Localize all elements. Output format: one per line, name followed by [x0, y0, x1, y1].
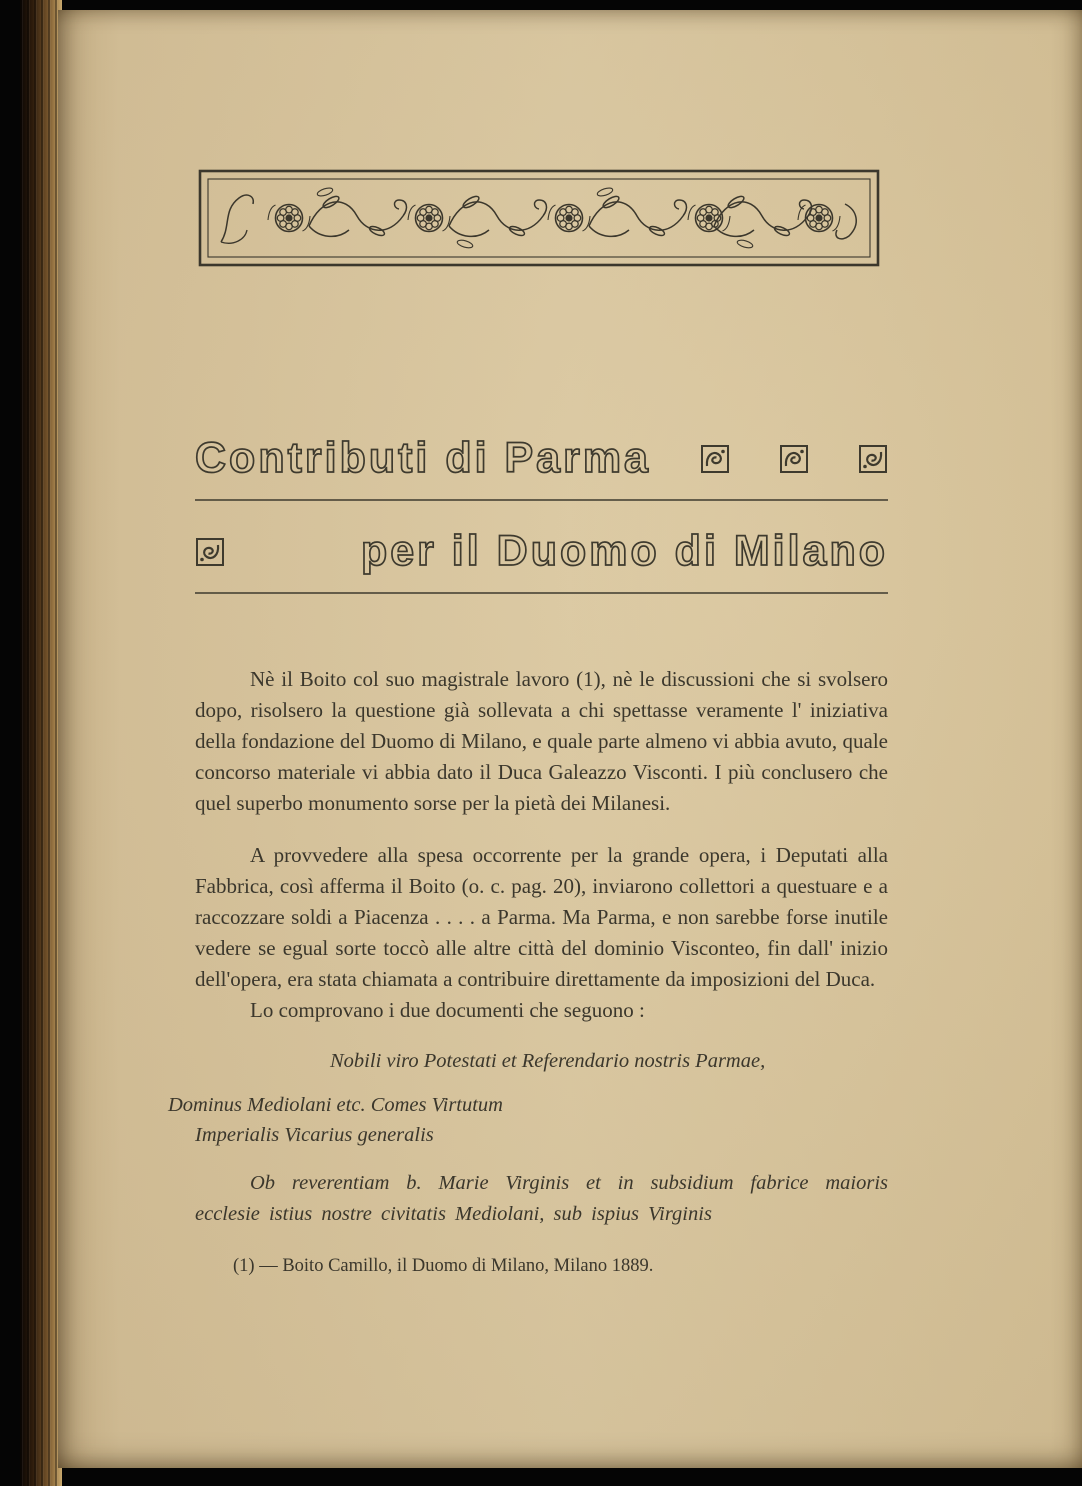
latin-passage: Ob reverentiam b. Marie Virginis et in subsidium fabrice maioris ecclesie istius nostre civitatis Mediolani, sub ispius Virginis [195, 1172, 888, 1225]
body-paragraph: A provvedere alla spesa occorrente per la grande opera, i Deputati alla Fabbrica, così afferma il Boito (o. c. pag. 20), inviarono collettori a questuare e a raccozzare soldi a Piacenza . . . . a Parma. Ma Parma, e non sarebbe forse inutile vedere se egual sorte toccò alle altre città del dominio Visconteo, fin dall' inizio dell'opera, era stata chiamata a contribuire direttamente da imposizioni del Duca. [195, 843, 888, 991]
square-knot-ornament-icon [779, 444, 809, 474]
body-paragraph: Nè il Boito col suo magistrale lavoro (1), nè le discussioni che si svolsero dopo, risolsero la questione già sollevata a chi spettasse veramente l' iniziativa della fondazione del Duomo di Milano, e quale parte almeno vi abbia avuto, quale concorso materiale vi abbia dato il Duca Galeazzo Visconti. I più conclusero che quel superbo monumento sorse per la pietà dei Milanesi. [195, 667, 888, 815]
title-line-1 [195, 434, 888, 501]
page-title-part-1: Contributi di Parma [195, 434, 651, 482]
square-knot-ornament-icon [700, 444, 730, 474]
page-content [58, 168, 1082, 1277]
body-paragraph: Lo comprovano i due documenti che seguono : [250, 998, 645, 1022]
footnote: (1) — Boito Camillo, il Duomo di Milano, Milano 1889. [233, 1256, 654, 1276]
floral-scroll-engraving-icon [197, 168, 881, 268]
latin-address-line: Nobili viro Potestati et Referendario nostris Parmae, [330, 1050, 766, 1072]
square-knot-ornament-icon [858, 444, 888, 474]
square-knot-ornament-icon [195, 537, 225, 567]
scanned-page [58, 10, 1082, 1468]
latin-sender-line-2: Imperialis Vicarius generalis [195, 1124, 434, 1146]
title-line-2 [195, 527, 888, 594]
book-page-edges [20, 0, 62, 1486]
latin-sender-line-1: Dominus Mediolani etc. Comes Virtutum [168, 1094, 503, 1116]
page-title-part-2: per il Duomo di Milano [360, 527, 888, 575]
